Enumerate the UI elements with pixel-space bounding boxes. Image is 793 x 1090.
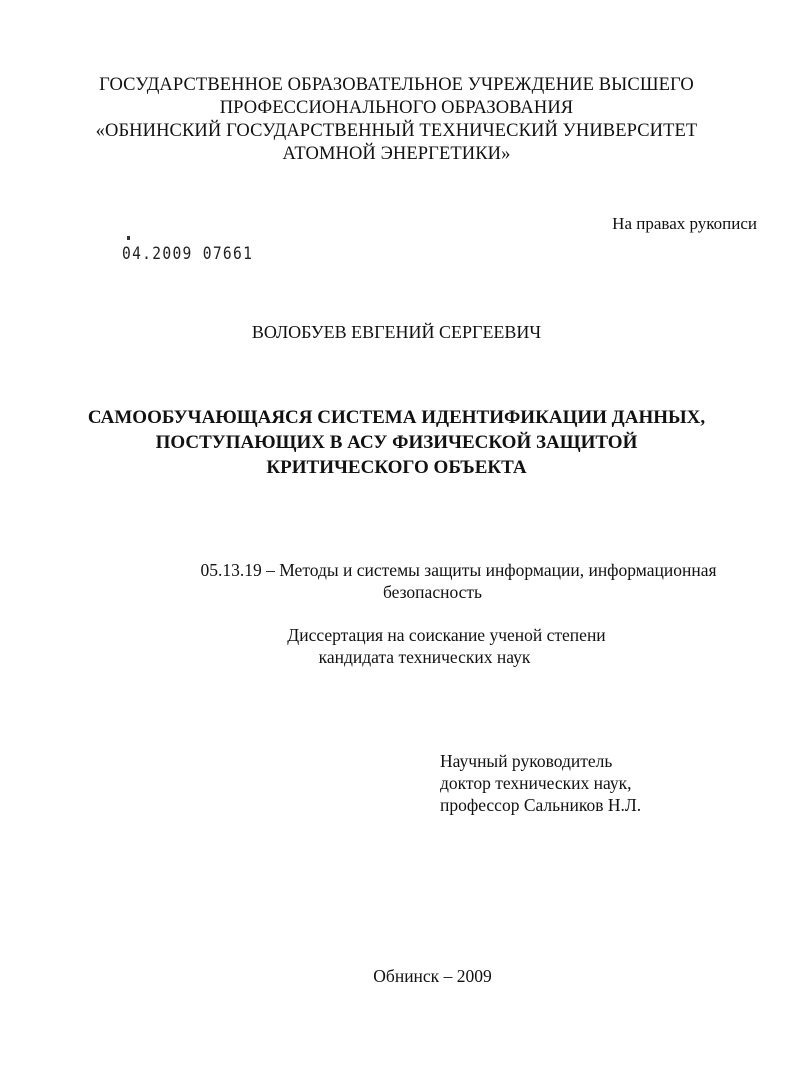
- institution-line: ГОСУДАРСТВЕННОЕ ОБРАЗОВАТЕЛЬНОЕ УЧРЕЖДЕНИЕ ВЫСШЕГО: [99, 75, 694, 95]
- degree-line: Диссертация на соискание ученой степени: [287, 625, 606, 645]
- supervisor-line: Научный руководитель: [440, 751, 613, 771]
- institution-header: [0, 74, 793, 166]
- specialty-code: [0, 559, 793, 603]
- supervisor-block: [440, 750, 641, 816]
- institution-line: АТОМНОЙ ЭНЕРГЕТИКИ»: [282, 144, 511, 164]
- author-name: ВОЛОБУЕВ ЕВГЕНИЙ СЕРГЕЕВИЧ: [251, 322, 542, 342]
- city-year: [0, 966, 793, 987]
- degree-statement: [0, 624, 793, 668]
- specialty-line: 05.13.19 – Методы и системы защиты информации, информационная: [200, 560, 717, 580]
- manuscript-note: На правах рукописи: [612, 214, 757, 233]
- institution-line: «ОБНИНСКИЙ ГОСУДАРСТВЕННЫЙ ТЕХНИЧЕСКИЙ УНИВЕРСИТЕТ: [95, 121, 698, 141]
- supervisor-line: профессор Сальников Н.Л.: [440, 795, 642, 815]
- supervisor-line: доктор технических наук,: [440, 773, 632, 793]
- degree-line: кандидата технических наук: [318, 647, 531, 667]
- title-line: ПОСТУПАЮЩИХ В АСУ ФИЗИЧЕСКОЙ ЗАЩИТОЙ: [155, 432, 638, 453]
- registration-number: 04.2009 07661: [122, 244, 254, 264]
- title-line: САМООБУЧАЮЩАЯСЯ СИСТЕМА ИДЕНТИФИКАЦИИ ДАННЫХ,: [87, 407, 706, 428]
- specialty-line: безопасность: [382, 582, 483, 602]
- city-year-text: Обнинск – 2009: [373, 966, 492, 986]
- stamp-tick: [127, 236, 130, 240]
- title-line: КРИТИЧЕСКОГО ОБЪЕКТА: [266, 457, 527, 478]
- dissertation-title: [0, 405, 793, 480]
- institution-line: ПРОФЕССИОНАЛЬНОГО ОБРАЗОВАНИЯ: [219, 98, 574, 118]
